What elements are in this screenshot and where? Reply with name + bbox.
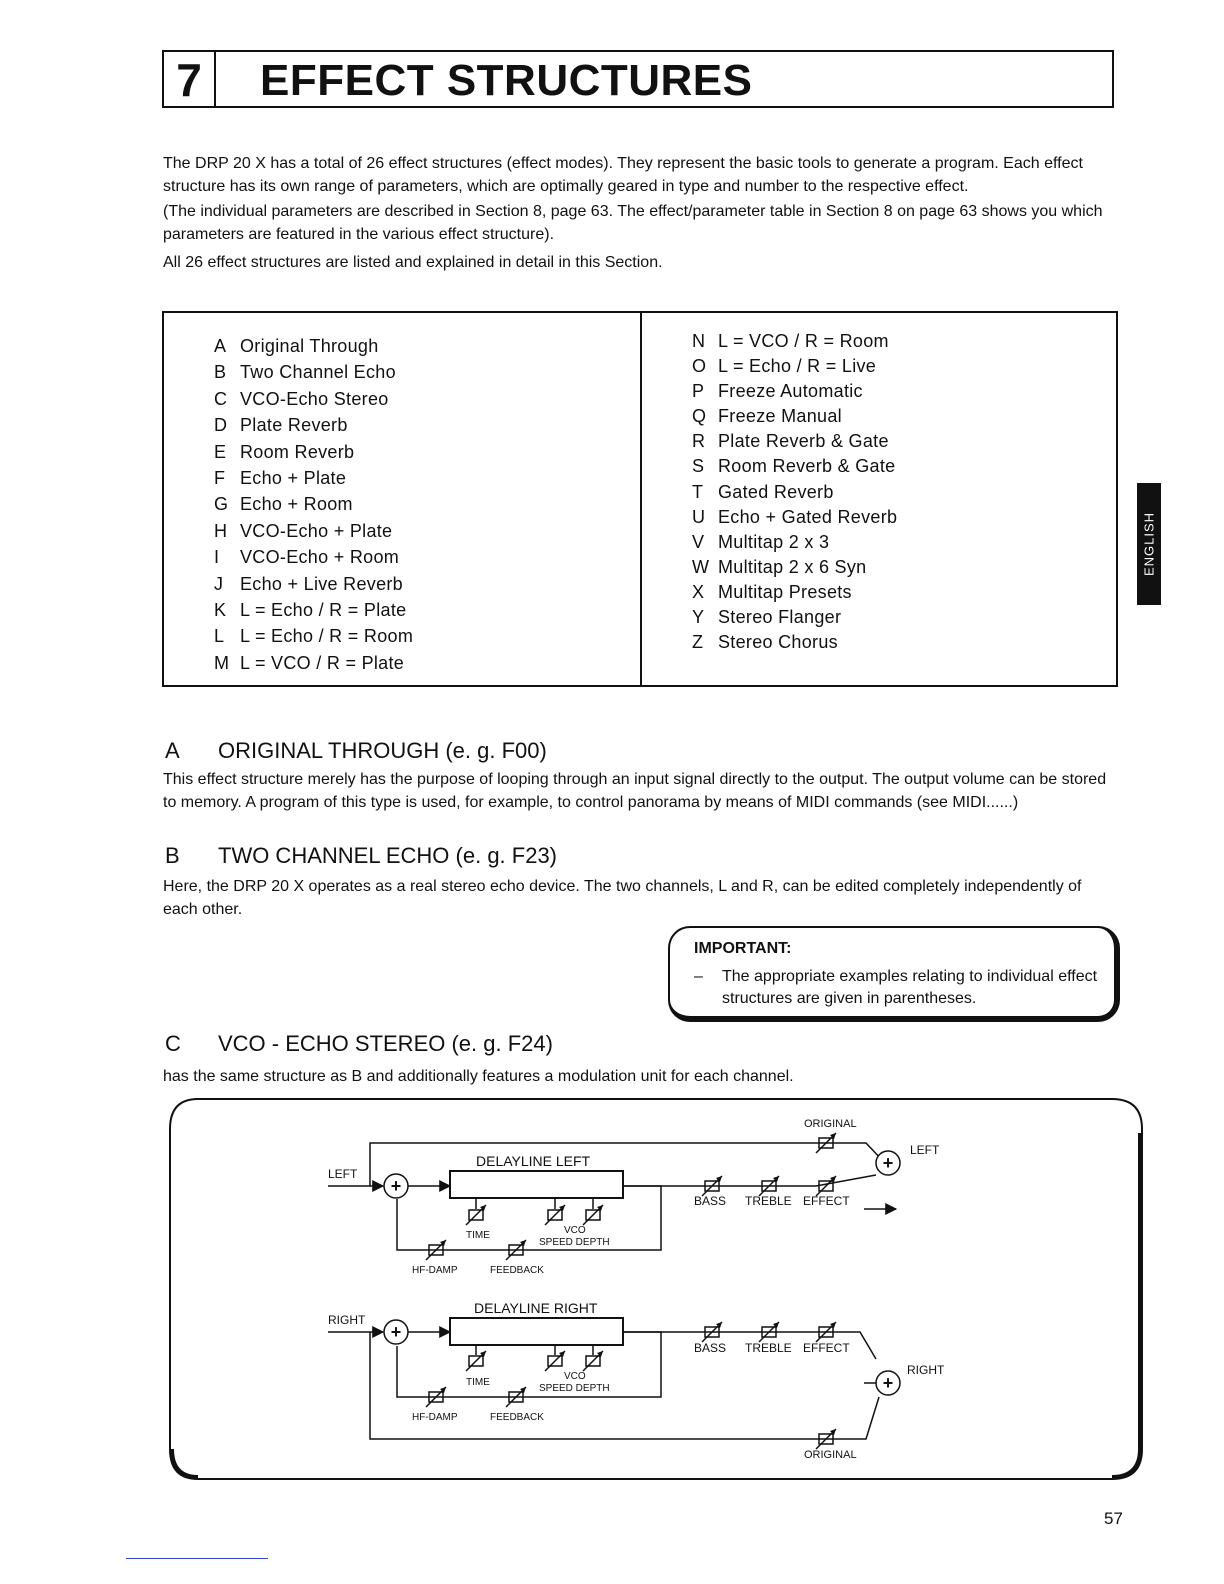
effect-structure-list [162,311,1118,687]
bass-left-pot-icon [702,1176,722,1196]
feedback-left-label: FEEDBACK [490,1265,544,1276]
list-item: D Plate Reverb [214,415,348,436]
hfdamp-left-pot-icon [426,1240,446,1260]
treble-left-label: TREBLE [745,1194,792,1208]
list-item: K L = Echo / R = Plate [214,599,407,620]
structure-list-left [214,333,413,676]
list-divider [640,313,642,685]
bass-right-pot-icon [702,1322,722,1342]
diagram-frame [170,1099,1142,1479]
input-left-label: LEFT [328,1167,358,1181]
bass-right-label: BASS [694,1341,727,1355]
effect-left-pot-icon [816,1176,836,1196]
vco-right-label: VCO [564,1371,586,1382]
list-item: F Echo + Plate [214,467,347,488]
list-item: I VCO-Echo + Room [214,547,400,568]
hfdamp-right-label: HF-DAMP [412,1412,458,1423]
input-right-label: RIGHT [328,1313,366,1327]
original-left-pot-icon [816,1133,836,1153]
list-item: V Multitap 2 x 3 [692,531,830,552]
list-item: H VCO-Echo + Plate [214,520,393,541]
list-item: Q Freeze Manual [692,406,842,427]
intro-paragraph-3: All 26 effect structures are listed and explained in detail in this Section. [163,254,663,271]
effect-right-pot-icon [816,1322,836,1342]
chapter-heading [162,50,1114,108]
sum-symbol: + [390,1176,402,1196]
section-heading-a: A ORIGINAL THROUGH (e. g. F00) [165,738,547,763]
list-item: G Echo + Room [214,494,353,515]
list-item: E Room Reverb [214,441,355,462]
important-note [668,926,1120,1022]
list-item: W Multitap 2 x 6 Syn [692,556,867,577]
list-item: N L = VCO / R = Room [692,331,889,351]
delayline-right-label: DELAYLINE RIGHT [474,1300,598,1316]
intro-paragraph-2: (The individual parameters are described in Section 8, page 63. The effect/parameter table in Section 8 on page 63 shows you which parameters are featured in the various effect structure). [163,203,1103,243]
delayline-right-block [450,1318,623,1345]
list-item: X Multitap Presets [692,581,852,602]
page-number: 57 [1104,1509,1123,1528]
footer-rule [126,1558,268,1559]
vco-echo-block-diagram [166,1097,1146,1481]
section-text-a: This effect structure merely has the purpose of looping through an input signal directly to the output. The output volume can be stored to memory. A program of this type is used, for example, to control panorama by means of MIDI commands (see MIDI......) [163,771,1107,811]
speed-depth-right-label: SPEED DEPTH [539,1383,610,1394]
time-right-label: TIME [466,1377,490,1388]
original-left-label: ORIGINAL [804,1118,857,1130]
section-text-b: Here, the DRP 20 X operates as a real stereo echo device. The two channels, L and R, can be edited completely independently of each other. [163,878,1082,918]
list-item: Z Stereo Chorus [692,632,838,653]
feedback-left-pot-icon [506,1240,526,1260]
delayline-left-label: DELAYLINE LEFT [476,1153,591,1169]
list-item: C VCO-Echo Stereo [214,388,389,409]
sum-symbol: + [882,1153,894,1173]
section-heading-b: B TWO CHANNEL ECHO (e. g. F23) [165,843,558,868]
list-item: M L = VCO / R = Plate [214,652,405,673]
treble-right-label: TREBLE [745,1341,792,1355]
feedback-right-pot-icon [506,1387,526,1407]
list-item: J Echo + Live Reverb [214,573,403,594]
hfdamp-right-pot-icon [426,1387,446,1407]
list-item: R Plate Reverb & Gate [692,431,889,452]
list-item: B Two Channel Echo [214,362,396,383]
output-right-label: RIGHT [907,1363,945,1377]
section-text-c: has the same structure as B and additionally features a modulation unit for each channel. [163,1068,794,1085]
original-right-label: ORIGINAL [804,1449,857,1461]
language-tab: ENGLISH [1137,483,1161,605]
time-left-label: TIME [466,1230,490,1241]
output-left-label: LEFT [910,1143,940,1157]
speed-depth-left-label: SPEED DEPTH [539,1237,610,1248]
list-item: P Freeze Automatic [692,381,863,402]
list-item: O L = Echo / R = Live [692,356,877,377]
treble-right-pot-icon [759,1322,779,1342]
bass-left-label: BASS [694,1194,727,1208]
feedback-right-label: FEEDBACK [490,1412,544,1423]
chapter-number: 7 [164,52,216,106]
sum-symbol: + [390,1322,402,1342]
treble-left-pot-icon [759,1176,779,1196]
list-item: U Echo + Gated Reverb [692,506,898,527]
chapter-title: EFFECT STRUCTURES [260,56,753,105]
list-item: Y Stereo Flanger [692,607,842,628]
hfdamp-left-label: HF-DAMP [412,1265,458,1276]
delayline-left-block [450,1171,623,1198]
list-item: L L = Echo / R = Room [214,626,414,647]
important-title: IMPORTANT: [694,940,792,957]
list-item: A Original Through [214,336,379,356]
effect-right-label: EFFECT [803,1341,850,1355]
list-item: S Room Reverb & Gate [692,456,896,477]
sum-symbol: + [882,1373,894,1393]
list-item: T Gated Reverb [692,481,834,502]
important-text: – The appropriate examples relating to individual effect structures are given in parentheses. [694,968,1098,1007]
intro-paragraph-1: The DRP 20 X has a total of 26 effect structures (effect modes). They represent the basic tools to generate a program. Each effect structure has its own range of parameters, which are optimally geared in type and number to the respective effect. [163,155,1083,195]
structure-list-right [692,329,897,655]
section-heading-c: C VCO - ECHO STEREO (e. g. F24) [165,1031,553,1056]
effect-left-label: EFFECT [803,1194,850,1208]
vco-left-label: VCO [564,1225,586,1236]
original-right-pot-icon [816,1429,836,1449]
